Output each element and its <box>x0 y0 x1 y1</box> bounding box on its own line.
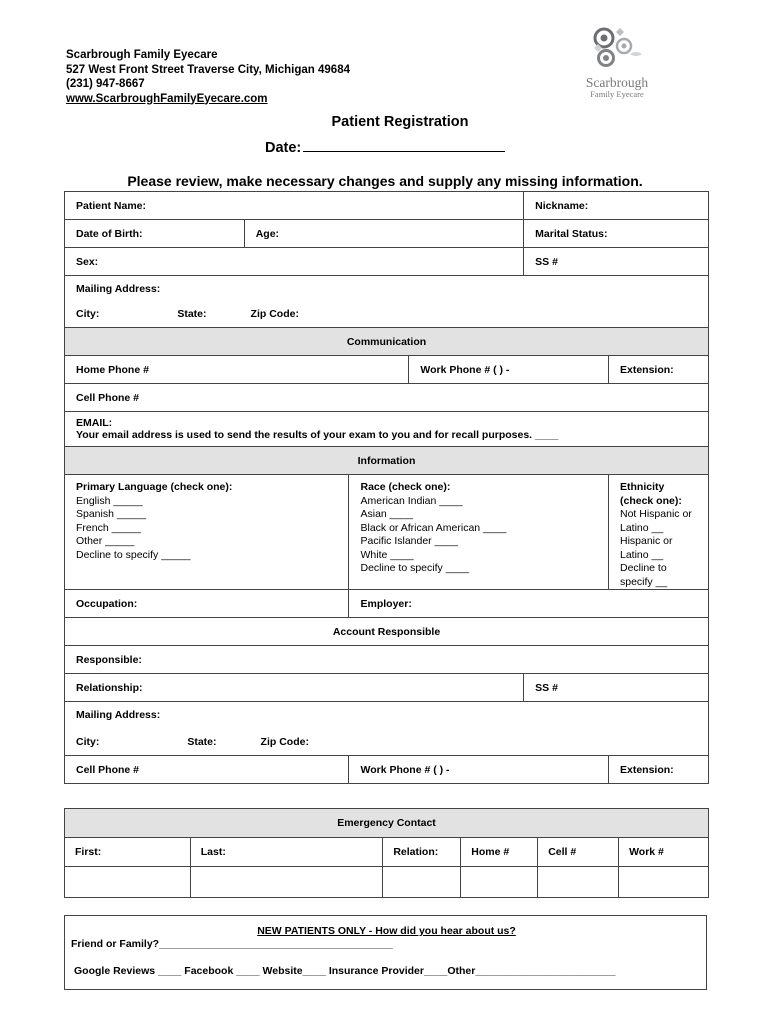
sex-field[interactable]: Sex: <box>65 248 524 276</box>
city-state-zip-row[interactable] <box>65 302 709 328</box>
emergency-col-relation: Relation: <box>383 838 461 867</box>
practice-header <box>66 48 350 106</box>
date-line[interactable] <box>303 138 505 152</box>
emergency-contact-heading: Emergency Contact <box>65 809 709 838</box>
patient-name-field[interactable]: Patient Name: <box>65 192 524 220</box>
practice-website-link[interactable]: www.ScarbroughFamilyEyecare.com <box>66 92 268 105</box>
information-heading: Information <box>65 447 709 475</box>
account-city-state-zip-row[interactable] <box>65 729 709 756</box>
language-option[interactable]: Other _____ <box>76 535 135 547</box>
language-section[interactable] <box>65 475 349 590</box>
practice-logo <box>578 24 658 106</box>
emergency-cell-input[interactable] <box>538 867 619 898</box>
occupation-field[interactable]: Occupation: <box>65 590 349 618</box>
email-note: Your email address is used to send the results of your exam to you and for recall purposes. ____ <box>76 429 559 441</box>
practice-address: 527 West Front Street Traverse City, Michigan 49684 <box>66 63 350 76</box>
race-option[interactable]: Pacific Islander ____ <box>360 535 458 547</box>
language-option[interactable]: Decline to specify _____ <box>76 548 191 561</box>
employer-field[interactable]: Employer: <box>349 590 709 618</box>
state-label: State: <box>177 308 207 321</box>
responsible-field[interactable]: Responsible: <box>65 646 709 674</box>
language-heading: Primary Language (check one): <box>76 481 233 493</box>
cell-phone-field[interactable]: Cell Phone # <box>65 384 709 412</box>
race-option[interactable]: White ____ <box>360 548 414 561</box>
age-field[interactable]: Age: <box>244 220 523 248</box>
emergency-col-home: Home # <box>461 838 538 867</box>
emergency-contact-table <box>64 808 709 898</box>
logo-line1: Scarbrough <box>585 75 649 90</box>
emergency-last-input[interactable] <box>190 867 383 898</box>
account-work-phone-field[interactable]: Work Phone # ( ) - <box>349 756 609 784</box>
logo-line2: Family Eyecare <box>590 89 644 99</box>
race-option[interactable]: Decline to specify ____ <box>360 562 470 574</box>
ethnicity-list <box>620 481 697 589</box>
city-label: City: <box>76 308 100 321</box>
language-option[interactable]: Spanish _____ <box>76 508 147 520</box>
emergency-first-input[interactable] <box>65 867 191 898</box>
relationship-field[interactable]: Relationship: <box>65 674 524 702</box>
ethnicity-option[interactable]: Hispanic or Latino __ <box>620 535 673 561</box>
emergency-col-work: Work # <box>619 838 709 867</box>
email-field[interactable] <box>65 412 709 447</box>
ethnicity-option[interactable]: Not Hispanic or Latino __ <box>620 508 692 534</box>
logo-text <box>578 76 656 99</box>
account-city-label: City: <box>76 735 100 748</box>
emergency-col-last: Last: <box>190 838 383 867</box>
email-label: EMAIL: <box>76 416 113 429</box>
eye-flower-logo-icon <box>578 24 656 76</box>
nickname-field[interactable]: Nickname: <box>524 192 709 220</box>
account-cell-phone-field[interactable]: Cell Phone # <box>65 756 349 784</box>
emergency-home-input[interactable] <box>461 867 538 898</box>
ss-field[interactable]: SS # <box>524 248 709 276</box>
language-option[interactable]: French _____ <box>76 521 141 534</box>
communication-heading: Communication <box>65 328 709 356</box>
race-section[interactable] <box>349 475 609 590</box>
emergency-relation-input[interactable] <box>383 867 461 898</box>
emergency-col-first: First: <box>65 838 191 867</box>
practice-phone: (231) 947-8667 <box>66 78 145 90</box>
zip-label: Zip Code: <box>250 308 299 321</box>
practice-name: Scarbrough Family Eyecare <box>66 49 218 61</box>
instructions: Please review, make necessary changes and supply any missing information. <box>127 173 643 189</box>
home-phone-field[interactable]: Home Phone # <box>65 356 409 384</box>
date-field[interactable] <box>265 138 505 156</box>
account-extension-field[interactable]: Extension: <box>609 756 709 784</box>
race-heading: Race (check one): <box>360 481 451 493</box>
race-list <box>360 481 597 576</box>
registration-form <box>64 191 709 784</box>
account-zip-label: Zip Code: <box>260 735 309 748</box>
ethnicity-heading: Ethnicity (check one): <box>620 481 682 507</box>
emergency-col-cell: Cell # <box>538 838 619 867</box>
new-patients-box <box>64 915 707 990</box>
account-ss-field[interactable]: SS # <box>524 674 709 702</box>
friend-or-family-field[interactable]: Friend or Family?________________________________________ <box>71 938 393 950</box>
page-title: Patient Registration <box>331 114 469 130</box>
race-option[interactable]: Black or African American ____ <box>360 521 507 534</box>
extension-field[interactable]: Extension: <box>609 356 709 384</box>
work-phone-field[interactable]: Work Phone # ( ) - <box>409 356 609 384</box>
emergency-work-input[interactable] <box>619 867 709 898</box>
language-list <box>76 481 337 562</box>
referral-sources-field[interactable]: Google Reviews ____ Facebook ____ Website____ Insurance Provider____Other________________________ <box>74 965 616 977</box>
account-mailing-field[interactable]: Mailing Address: <box>65 702 709 729</box>
race-option[interactable]: American Indian ____ <box>360 494 463 507</box>
account-state-label: State: <box>187 735 217 748</box>
language-option[interactable]: English _____ <box>76 494 143 507</box>
account-responsible-heading: Account Responsible <box>65 618 709 646</box>
race-option[interactable]: Asian ____ <box>360 508 414 520</box>
marital-status-field[interactable]: Marital Status: <box>524 220 709 248</box>
new-patients-heading: NEW PATIENTS ONLY - How did you hear about us? <box>257 925 516 937</box>
date-label: Date: <box>265 140 302 156</box>
dob-field[interactable]: Date of Birth: <box>65 220 245 248</box>
mailing-address-field[interactable]: Mailing Address: <box>65 276 709 302</box>
ethnicity-section[interactable] <box>609 475 709 590</box>
ethnicity-option[interactable]: Decline to specify __ <box>620 562 668 588</box>
